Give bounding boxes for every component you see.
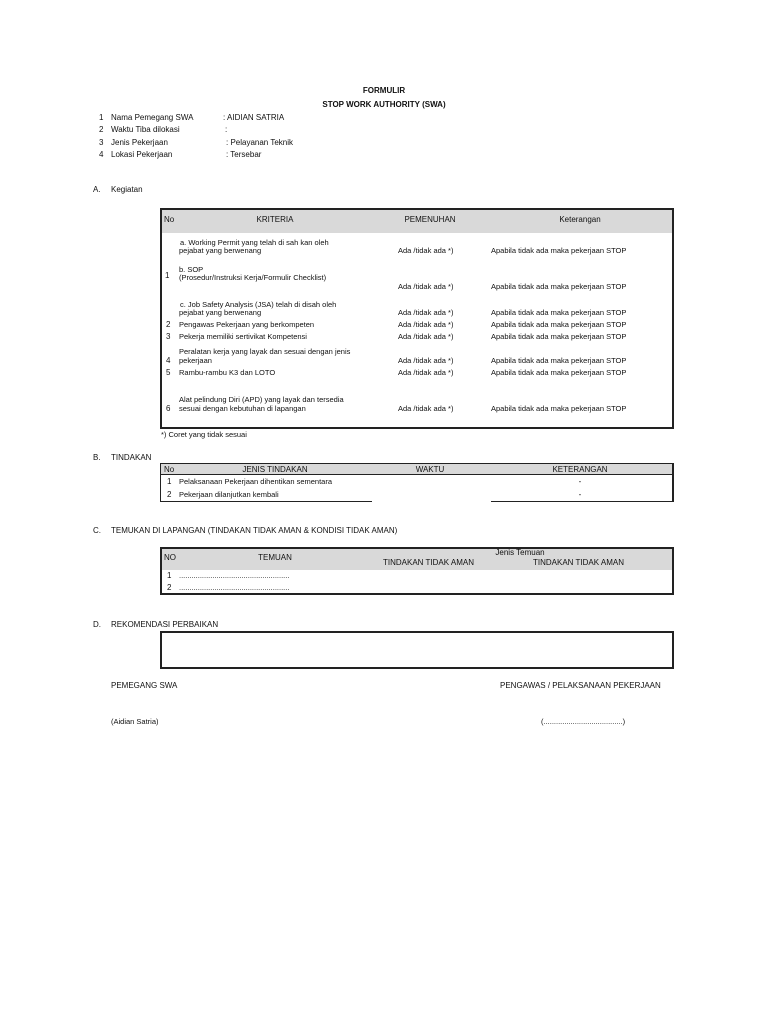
row-no: 2 xyxy=(166,320,171,329)
kriteria-text: (Prosedur/Instruksi Kerja/Formulir Checklist) xyxy=(179,273,327,282)
keterangan-text: Apabila tidak ada maka pekerjaan STOP xyxy=(491,356,627,365)
col-header-pemenuhan: PEMENUHAN xyxy=(404,215,456,224)
kriteria-text: pejabat yang berwenang xyxy=(179,246,262,255)
pemenuhan-text: Ada /tidak ada *) xyxy=(398,308,454,317)
row-underline xyxy=(491,501,674,502)
section-b-title: TINDAKAN xyxy=(111,453,152,462)
keterangan-text: Apabila tidak ada maka pekerjaan STOP xyxy=(491,404,627,413)
form-subtitle: STOP WORK AUTHORITY (SWA) xyxy=(322,100,446,109)
row-no: 4 xyxy=(166,356,171,365)
pemenuhan-text: Ada /tidak ada *) xyxy=(398,282,454,291)
rekomendasi-box[interactable] xyxy=(160,631,674,669)
row-no: 3 xyxy=(166,332,171,341)
col-header-keterangan: KETERANGAN xyxy=(552,465,608,474)
tindakan-text: Pelaksanaan Pekerjaan dihentikan sementara xyxy=(179,477,333,486)
info-no: 2 xyxy=(99,125,104,134)
info-value: : xyxy=(225,125,228,134)
pemenuhan-text: Ada /tidak ada *) xyxy=(398,332,454,341)
pemenuhan-text: Ada /tidak ada *) xyxy=(398,356,454,365)
kriteria-text: pekerjaan xyxy=(179,356,212,365)
signature-left-name: (Aidian Satria) xyxy=(111,717,159,726)
kriteria-text: a. Working Permit yang telah di sah kan oleh xyxy=(180,238,329,247)
kriteria-text: pejabat yang berwenang xyxy=(179,308,262,317)
info-value: : Pelayanan Teknik xyxy=(226,138,294,147)
col-header-kriteria: KRITERIA xyxy=(256,215,294,224)
section-a-letter: A. xyxy=(93,185,101,194)
signature-right-title: PENGAWAS / PELAKSANAAN PEKERJAAN xyxy=(500,681,661,690)
col-header-tindakan-1: TINDAKAN TIDAK AMAN xyxy=(383,558,474,567)
keterangan-text: Apabila tidak ada maka pekerjaan STOP xyxy=(491,368,627,377)
col-header-no: NO xyxy=(164,553,176,562)
pemenuhan-text: Ada /tidak ada *) xyxy=(398,320,454,329)
pemenuhan-text: Ada /tidak ada *) xyxy=(398,246,454,255)
col-header-no: No xyxy=(164,465,175,474)
info-value: : AIDIAN SATRIA xyxy=(223,113,285,122)
section-c-letter: C. xyxy=(93,526,101,535)
kriteria-text: b. SOP xyxy=(179,265,204,274)
info-no: 1 xyxy=(99,113,104,122)
info-label: Waktu Tiba dilokasi xyxy=(111,125,180,134)
col-header-keterangan: Keterangan xyxy=(559,215,601,224)
row-no: 1 xyxy=(167,571,172,580)
section-b-letter: B. xyxy=(93,453,101,462)
kriteria-text: Pekerja memiliki sertivikat Kompetensi xyxy=(179,332,307,341)
table-border xyxy=(160,463,161,502)
kriteria-text: c. Job Safety Analysis (JSA) telah di disah oleh xyxy=(180,300,337,309)
info-no: 4 xyxy=(99,150,104,159)
row-no: 1 xyxy=(167,477,172,486)
info-no: 3 xyxy=(99,138,104,147)
temuan-text: ..................................................... xyxy=(179,571,290,580)
info-label: Lokasi Pekerjaan xyxy=(111,150,173,159)
section-d-letter: D. xyxy=(93,620,101,629)
pemenuhan-text: Ada /tidak ada *) xyxy=(398,368,454,377)
pemenuhan-text: Ada /tidak ada *) xyxy=(398,404,454,413)
tindakan-text: Pekerjaan dilanjutkan kembali xyxy=(179,490,279,499)
kriteria-text: Pengawas Pekerjaan yang berkompeten xyxy=(179,320,315,329)
form-title: FORMULIR xyxy=(362,86,406,95)
keterangan-text: Apabila tidak ada maka pekerjaan STOP xyxy=(491,282,627,291)
col-header-waktu: WAKTU xyxy=(415,465,445,474)
keterangan-text: - xyxy=(578,490,582,499)
keterangan-text: Apabila tidak ada maka pekerjaan STOP xyxy=(491,246,627,255)
info-label: Nama Pemegang SWA xyxy=(111,113,194,122)
signature-right-name: (......................................) xyxy=(541,717,626,726)
keterangan-text: Apabila tidak ada maka pekerjaan STOP xyxy=(491,308,627,317)
table-border xyxy=(672,463,674,502)
keterangan-text: Apabila tidak ada maka pekerjaan STOP xyxy=(491,320,627,329)
col-header-no: No xyxy=(164,215,175,224)
footnote: *) Coret yang tidak sesuai xyxy=(161,430,247,439)
row-no: 2 xyxy=(167,490,172,499)
signature-left-title: PEMEGANG SWA xyxy=(111,681,178,690)
kriteria-text: Rambu-rambu K3 dan LOTO xyxy=(179,368,276,377)
row-no: 5 xyxy=(166,368,171,377)
col-header-temuan: TEMUAN xyxy=(258,553,292,562)
col-header-jenis-tindakan: JENIS TINDAKAN xyxy=(242,465,308,474)
temuan-text: ..................................................... xyxy=(179,583,290,592)
row-no: 6 xyxy=(166,404,171,413)
row-no: 2 xyxy=(167,583,172,592)
section-c-title: TEMUKAN DI LAPANGAN (TINDAKAN TIDAK AMAN & KONDISI TIDAK AMAN) xyxy=(111,526,398,535)
info-value: : Tersebar xyxy=(226,150,262,159)
info-label: Jenis Pekerjaan xyxy=(111,138,168,147)
section-d-title: REKOMENDASI PERBAIKAN xyxy=(111,620,219,629)
row-underline xyxy=(160,501,372,502)
kriteria-text: Peralatan kerja yang layak dan sesuai dengan jenis xyxy=(179,347,351,356)
col-header-tindakan-2: TINDAKAN TIDAK AMAN xyxy=(533,558,624,567)
kriteria-text: Alat pelindung Diri (APD) yang layak dan tersedia xyxy=(179,395,344,404)
row-no: 1 xyxy=(165,271,170,280)
keterangan-text: Apabila tidak ada maka pekerjaan STOP xyxy=(491,332,627,341)
section-a-title: Kegiatan xyxy=(111,185,143,194)
col-header-jenis-temuan: Jenis Temuan xyxy=(495,548,545,557)
kriteria-text: sesuai dengan kebutuhan di lapangan xyxy=(179,404,306,413)
keterangan-text: - xyxy=(578,477,582,486)
